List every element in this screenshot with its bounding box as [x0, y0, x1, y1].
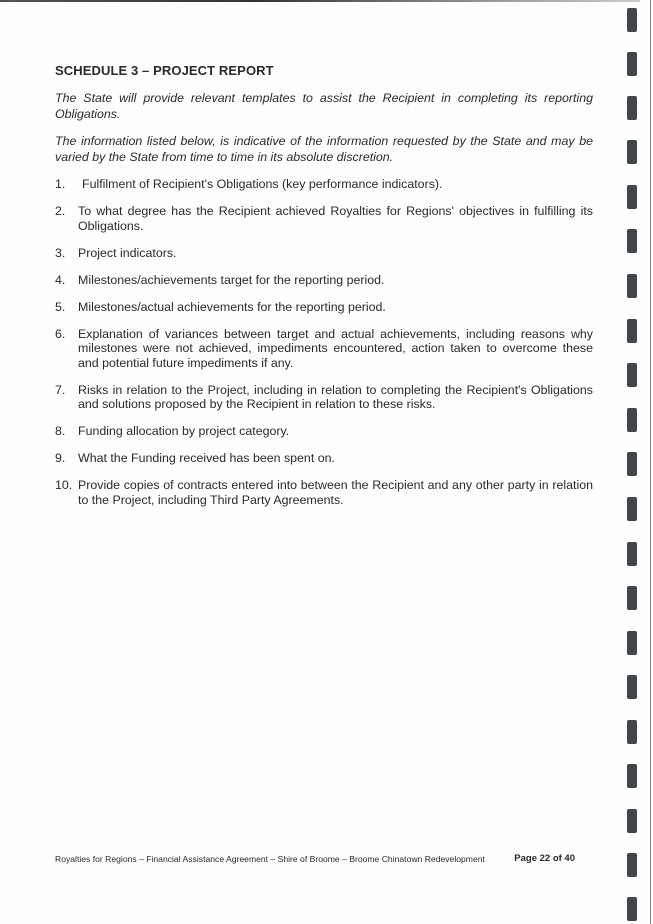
- item-text: What the Funding received has been spent on.: [78, 451, 335, 465]
- intro-paragraph-1: The State will provide relevant templates to assist the Recipient in completing its reporting Obligations.: [55, 91, 593, 121]
- item-text: Funding allocation by project category.: [78, 424, 290, 438]
- binding-hole: [627, 809, 637, 833]
- item-number: 7.: [55, 382, 66, 397]
- binding-hole: [627, 764, 637, 788]
- item-text: Provide copies of contracts entered into between the Recipient and any other party in relation to the Project, including Third Party Agreements.: [78, 478, 593, 507]
- binding-hole: [627, 675, 637, 699]
- binding-hole: [627, 720, 637, 744]
- list-item: [55, 478, 593, 507]
- binding-hole: [627, 52, 637, 76]
- page-content: [55, 63, 593, 520]
- item-number: 9.: [55, 451, 66, 465]
- binding-hole: [627, 853, 637, 877]
- binding-hole: [627, 229, 637, 253]
- item-number: 5.: [55, 299, 66, 314]
- item-number: 8.: [55, 424, 66, 438]
- item-number: 6.: [55, 326, 66, 341]
- item-number: 10.: [55, 478, 73, 492]
- item-text: To what degree has the Recipient achieved Royalties for Regions' objectives in fulfilling its Obligations.: [78, 204, 593, 233]
- binding-hole: [627, 363, 637, 387]
- item-text: Project indicators.: [78, 245, 177, 260]
- binding-hole: [627, 96, 637, 120]
- binding-hole: [627, 631, 637, 655]
- page-number: Page 22 of 40: [514, 853, 575, 864]
- list-item: [55, 383, 593, 412]
- item-number: 4.: [55, 272, 66, 287]
- report-items-list: [55, 177, 593, 507]
- list-item: [55, 204, 593, 233]
- scan-top-edge: [0, 0, 640, 2]
- binding-hole: [627, 452, 637, 476]
- binding-hole: [627, 497, 637, 521]
- intro-paragraph-2: The information listed below, is indicative of the information requested by the State and may be varied by the State from time to time in its absolute discretion.: [55, 134, 593, 164]
- binding-hole: [627, 140, 637, 164]
- footer-title: Royalties for Regions – Financial Assistance Agreement – Shire of Broome – Broome Chinatown Redevelopment: [55, 854, 485, 864]
- binding-hole: [627, 185, 637, 209]
- binding-hole: [627, 274, 637, 298]
- item-number: 3.: [55, 245, 66, 260]
- list-item: [55, 273, 593, 288]
- item-text: Milestones/actual achievements for the reporting period.: [78, 299, 386, 314]
- list-item: [55, 451, 593, 466]
- list-item: [55, 327, 593, 371]
- item-text: Milestones/achievements target for the reporting period.: [78, 272, 385, 287]
- item-text: Explanation of variances between target and actual achievements, including reasons why milestones were not achieved, impediments encountered, action taken to overcome these and potential future impediments if any.: [78, 326, 593, 370]
- binding-hole: [627, 542, 637, 566]
- schedule-heading: SCHEDULE 3 – PROJECT REPORT: [55, 63, 274, 78]
- item-text: Risks in relation to the Project, including in relation to completing the Recipient's Obligations and solutions proposed by the Recipient in relation to these risks.: [78, 382, 593, 411]
- binding-hole: [627, 8, 637, 32]
- list-item: [55, 246, 593, 261]
- item-text: Fulfilment of Recipient's Obligations (key performance indicators).: [82, 177, 443, 191]
- binding-hole: [627, 319, 637, 343]
- list-item: [55, 177, 593, 192]
- binding-hole: [627, 408, 637, 432]
- item-number: 1.: [55, 177, 66, 191]
- binding-hole: [627, 586, 637, 610]
- scan-right-edge: [650, 0, 651, 924]
- binding-hole: [627, 897, 637, 921]
- list-item: [55, 300, 593, 315]
- item-number: 2.: [55, 204, 66, 218]
- list-item: [55, 424, 593, 439]
- page-footer: [55, 854, 575, 864]
